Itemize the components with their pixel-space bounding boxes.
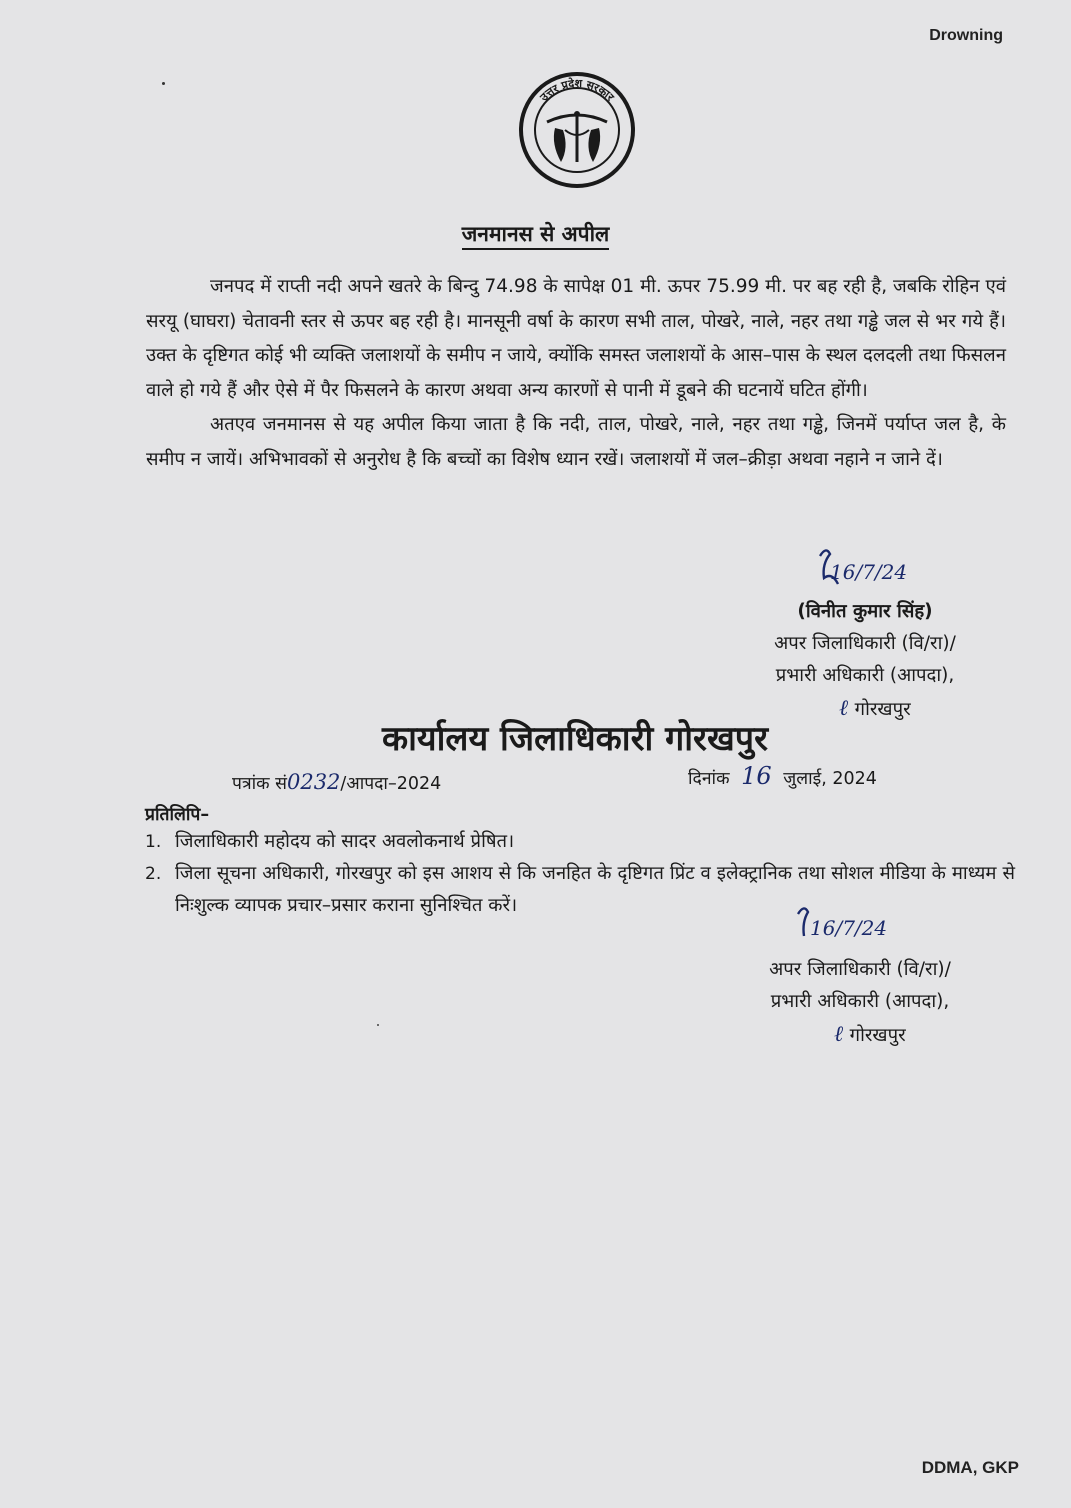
- reference-suffix: /आपदा–2024: [340, 774, 442, 794]
- date-suffix: जुलाई, 2024: [783, 769, 877, 789]
- appeal-heading: [0, 220, 1071, 248]
- category-tag: Drowning: [929, 27, 1003, 44]
- signature-block-1: [740, 596, 990, 726]
- signature-1-date: 16/7/24: [830, 560, 908, 584]
- appeal-paragraph-1: जनपद में राप्ती नदी अपने खतरे के बिन्दु 74.98 के सापेक्ष 01 मी. ऊपर 75.99 मी. पर बह रही है, जबकि रोहिन एवं सरयू (घाघरा) चेतावनी स्तर से ऊपर बह रही है। मानसूनी वर्षा के कारण सभी ताल, पोखरे, नाले, नहर तथा गड्ढे जल से भर गये हैं। उक्त के दृष्टिगत कोई भी व्यक्ति जलाशयों के समीप न जाये, क्योंकि समस्त जलाशयों के आस–पास के स्थल दलदली तथा फिसलन वाले हो गये हैं और ऐसे में पैर फिसलने के कारण अथवा अन्य कारणों से पानी में डूबने की घटनायें घटित होंगी।: [146, 276, 1006, 401]
- list-text: जिला सूचना अधिकारी, गोरखपुर को इस आशय से कि जनहित के दृष्टिगत प्रिंट व इलेक्ट्रानिक तथा सोशल मीडिया के माध्यम से निःशुल्क व्यापक प्रचार–प्रसार कराना सुनिश्चित करें।: [175, 863, 1015, 916]
- initial-mark: ℓ: [839, 695, 849, 721]
- signature-block-2: [730, 954, 990, 1052]
- office-title: कार्यालय जिलाधिकारी गोरखपुर: [381, 719, 768, 759]
- department-tag: DDMA, GKP: [921, 1458, 1019, 1477]
- emblem-ring-text: उत्तर प्रदेश सरकार: [537, 76, 617, 104]
- date-prefix: दिनांक: [688, 769, 730, 789]
- reference-number-handwritten: 0232: [286, 770, 341, 794]
- signatory-designation-1: अपर जिलाधिकारी (वि/रा)/: [774, 633, 956, 654]
- signatory-location-text: गोरखपुर: [854, 699, 911, 720]
- list-number: 1.: [145, 832, 162, 852]
- government-emblem-icon: [517, 70, 637, 190]
- date-day-handwritten: 16: [741, 762, 772, 790]
- signatory-location-text: गोरखपुर: [849, 1025, 906, 1046]
- appeal-body: [146, 270, 1006, 477]
- speck: [377, 1024, 379, 1026]
- reference-prefix: पत्रांक सं: [232, 774, 287, 794]
- list-item: [145, 826, 1015, 858]
- appeal-heading-text: जनमानस से अपील: [462, 222, 610, 250]
- initial-mark: ℓ: [834, 1021, 844, 1047]
- appeal-paragraph-2: अतएव जनमानस से यह अपील किया जाता है कि नदी, ताल, पोखरे, नाले, नहर तथा गड्ढे, जिनमें पर्याप्त जल है, के समीप न जायें। अभिभावकों से अनुरोध है कि बच्चों का विशेष ध्यान रखें। जलाशयों में जल–क्रीड़ा अथवा नहाने न जाने दें।: [146, 414, 1006, 470]
- list-number: 2.: [145, 864, 162, 884]
- signatory-designation-1: अपर जिलाधिकारी (वि/रा)/: [769, 959, 951, 980]
- signatory-designation-2: प्रभारी अधिकारी (आपदा),: [770, 991, 950, 1012]
- signatory-name: (विनीत कुमार सिंह): [797, 601, 933, 622]
- copy-title: प्रतिलिपि–: [145, 805, 210, 825]
- signature-2-date: 16/7/24: [810, 916, 888, 940]
- reference-number: [232, 770, 441, 795]
- speck: [162, 82, 165, 85]
- letter-date: [688, 762, 877, 790]
- signatory-location: [730, 1018, 990, 1052]
- signatory-designation-2: प्रभारी अधिकारी (आपदा),: [775, 665, 955, 686]
- list-text: जिलाधिकारी महोदय को सादर अवलोकनार्थ प्रेषित।: [175, 831, 515, 852]
